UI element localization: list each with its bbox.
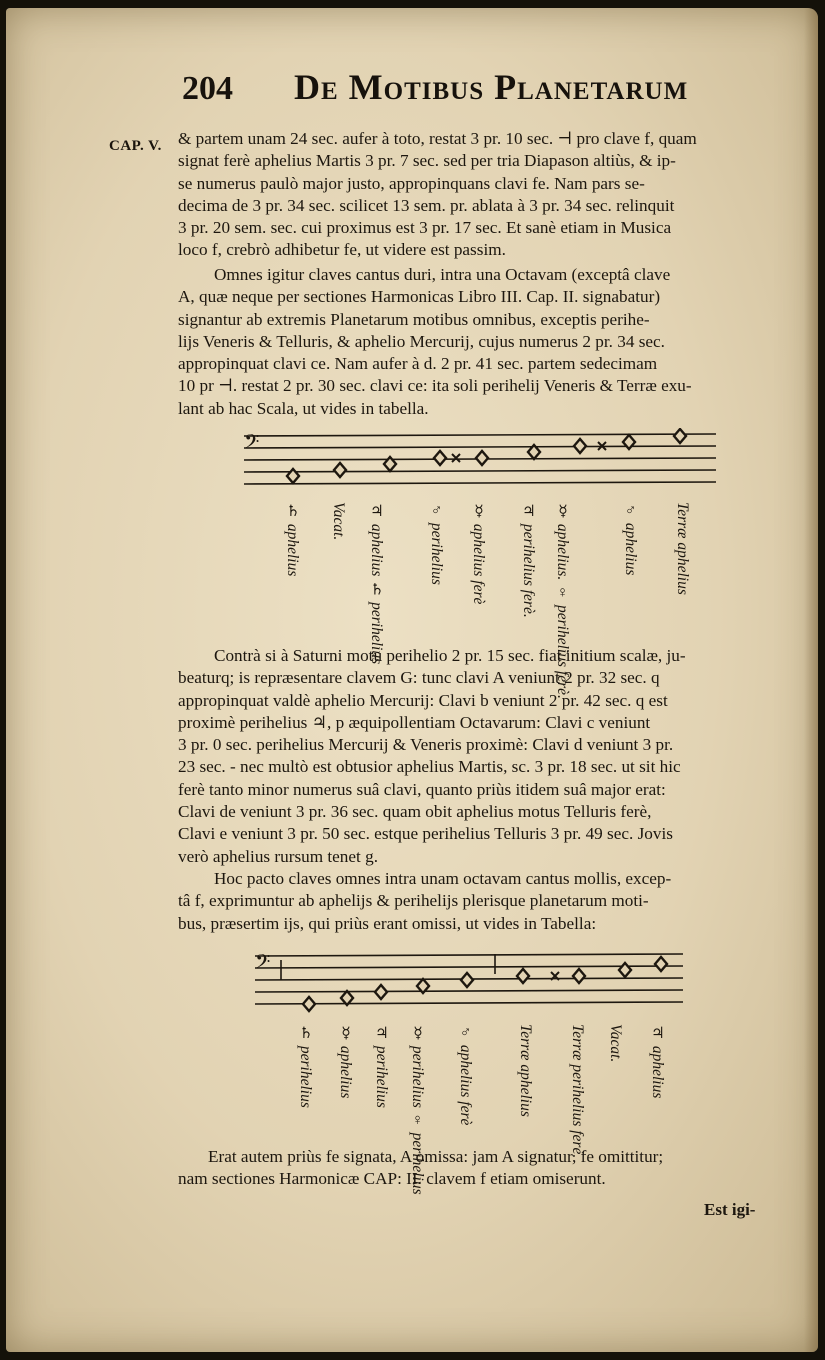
text-line: loco f, crebrò adhibetur fe, ut videre est passim. bbox=[178, 240, 506, 260]
page-number: 204 bbox=[182, 70, 233, 107]
note-label: Terræ aphelius bbox=[674, 502, 691, 595]
note-label: ☿ perihelius ♀ perihelius bbox=[409, 1024, 426, 1195]
text-line: decima de 3 pr. 34 sec. scilicet 13 sem. pr. ablata à 3 pr. 34 sec. relinquit bbox=[178, 195, 675, 215]
music-staff-2 bbox=[251, 946, 691, 1016]
text-line: verò aphelius rursum tenet g. bbox=[178, 846, 378, 866]
text-line: Contrà si à Saturni motu perihelio 2 pr. 15 sec. fiat initium scalæ, ju- bbox=[214, 646, 686, 665]
note-diamond bbox=[655, 957, 667, 971]
book-page bbox=[6, 8, 818, 1352]
note-diamond bbox=[461, 973, 473, 987]
text-line: ferè tanto minor numerus suâ clavi, quanto priùs itidem suâ major erat: bbox=[178, 779, 666, 799]
note-diamond bbox=[334, 463, 346, 477]
note-label: ♂ aphelius ferè bbox=[457, 1024, 474, 1126]
paragraph-5 bbox=[178, 1146, 768, 1191]
note-label: ♃ perihelius ferè. bbox=[520, 502, 537, 618]
text-line: signantur ab extremis Planetarum motibus omnibus, exceptis perihe- bbox=[178, 309, 650, 329]
text-line: nam sectiones Harmonicæ CAP: II. clavem f etiam omiserunt. bbox=[178, 1169, 606, 1189]
note-diamond bbox=[303, 997, 315, 1011]
note-diamond bbox=[619, 963, 631, 977]
paragraph-4 bbox=[178, 868, 768, 935]
text-line: & partem unam 24 sec. aufer à toto, restat 3 pr. 10 sec. ⊣ pro clave f, quam bbox=[178, 129, 697, 148]
text-line: beaturq; is repræsentare clavem G: tunc clavi A veniunt 2 pr. 32 sec. q bbox=[178, 668, 660, 688]
catchword: Est igi- bbox=[704, 1200, 756, 1219]
chapter-margin-note: CAP. V. bbox=[109, 138, 162, 154]
note-label: Vacat. bbox=[607, 1024, 624, 1063]
text-line: 3 pr. 20 sem. sec. cui proximus est 3 pr. 17 sec. Et sanè etiam in Musica bbox=[178, 218, 672, 238]
text-line: tâ f, exprimuntur ab aphelijs & perihelijs plerisque planetarum moti- bbox=[178, 891, 649, 911]
note-label: Terræ aphelius bbox=[517, 1024, 534, 1117]
note-diamond bbox=[573, 969, 585, 983]
text-line: Erat autem priùs fe signata, A omissa: jam A signatur, fe omittitur; bbox=[208, 1147, 664, 1166]
paragraph-3 bbox=[178, 645, 768, 868]
note-label: ♂ perihelius bbox=[428, 502, 445, 585]
note-label: ♃ aphelius bbox=[649, 1024, 666, 1099]
note-label: ☿ aphelius ferè bbox=[470, 502, 487, 605]
note-diamond bbox=[674, 429, 686, 443]
text-line: 10 pr ⊣. restat 2 pr. 30 sec. clavi ce: ita soli perihelij Veneris & Terræ exu- bbox=[178, 376, 692, 396]
note-label: ♃ aphelius ♄ perihelius bbox=[368, 502, 385, 665]
note-label: ♂ aphelius bbox=[622, 502, 639, 576]
text-line: se numerus paulò major justo, appropinquans clavi fe. Nam pars se- bbox=[178, 173, 645, 193]
text-line: appropinquat clavi ce. Nam aufer à d. 2 pr. 41 sec. partem sedecimam bbox=[178, 354, 658, 374]
text-line: lant ab hac Scala, ut vides in tabella. bbox=[178, 398, 429, 418]
note-diamond bbox=[517, 969, 529, 983]
note-label: ♄ perihelius bbox=[297, 1024, 314, 1108]
note-label: ☿ aphelius bbox=[337, 1024, 354, 1099]
text-line: appropinquat valdè aphelio Mercurij: Clavi b veniunt 2 pr. 42 sec. q est bbox=[178, 690, 668, 710]
note-label: Vacat. bbox=[330, 502, 347, 541]
note-label: ♄ aphelius bbox=[284, 502, 301, 577]
text-line: Hoc pacto claves omnes intra unam octavam cantus mollis, excep- bbox=[214, 869, 672, 888]
clef-icon: 𝄢 bbox=[244, 430, 260, 458]
text-line: Clavi de veniunt 3 pr. 36 sec. quam obit aphelius motus Telluris ferè, bbox=[178, 802, 652, 822]
note-label: ☿ aphelius. ♀ perihelius ferè. bbox=[554, 502, 571, 699]
note-label: Terræ perihelius ferè. bbox=[569, 1024, 586, 1159]
text-line: signat ferè aphelius Martis 3 pr. 7 sec. sed per tria Diapason altiùs, & ip- bbox=[178, 151, 676, 171]
text-line: 3 pr. 0 sec. perihelius Mercurij & Veneris proximè: Clavi d veniunt 3 pr. bbox=[178, 735, 674, 755]
running-head bbox=[182, 66, 742, 112]
note-diamond bbox=[476, 451, 488, 465]
clef-icon: 𝄢 bbox=[255, 950, 271, 978]
text-line: bus, præsertim ijs, qui priùs erant omissi, ut vides in Tabella: bbox=[178, 913, 597, 933]
paragraph-1 bbox=[178, 128, 768, 262]
note-diamond bbox=[574, 439, 586, 453]
note-diamond bbox=[375, 985, 387, 999]
text-line: Omnes igitur claves cantus duri, intra una Octavam (exceptâ clave bbox=[214, 265, 671, 284]
text-line: lijs Veneris & Telluris, & aphelio Mercurij, cujus numerus 2 pr. 34 sec. bbox=[178, 331, 665, 351]
text-line: A, quæ neque per sectiones Harmonicas Libro III. Cap. II. signabatur) bbox=[178, 287, 661, 307]
page-edge-shadow bbox=[804, 8, 818, 1352]
text-line: Clavi e veniunt 3 pr. 50 sec. estque perihelius Telluris 3 pr. 49 sec. Jovis bbox=[178, 824, 673, 844]
page-title: De Motibus Planetarum bbox=[294, 67, 689, 107]
text-line: 23 sec. - nec multò est obtusior aphelius Martis, sc. 3 pr. 18 sec. ut sit hic bbox=[178, 757, 681, 777]
paragraph-2 bbox=[178, 264, 768, 420]
music-staff-1 bbox=[238, 428, 728, 498]
text-line: proximè perihelius ♃, p æquipollentiam Octavarum: Clavi c veniunt bbox=[178, 712, 651, 732]
note-label: ♃ perihelius bbox=[373, 1024, 390, 1108]
note-diamond bbox=[434, 451, 446, 465]
